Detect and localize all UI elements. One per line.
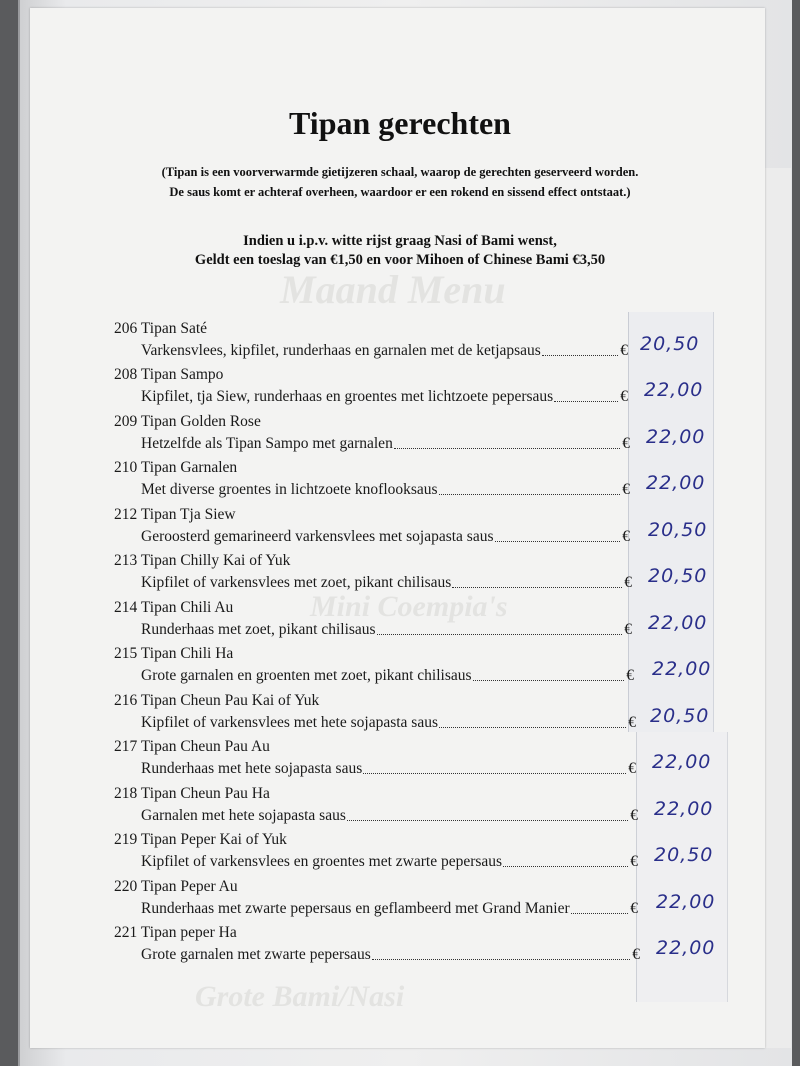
euro-sign: € <box>620 388 628 405</box>
dot-leader <box>495 540 621 542</box>
euro-sign: € <box>630 853 638 870</box>
menu-item-name: 217 Tipan Cheun Pau Au <box>114 738 270 755</box>
menu-item <box>0 831 800 877</box>
menu-item-description: Grote garnalen met zwarte pepersaus <box>141 946 371 963</box>
handwritten-price: 20,50 <box>648 565 708 587</box>
menu-item-description-line <box>141 479 630 499</box>
handwritten-price: 22,00 <box>656 891 716 913</box>
dot-leader <box>394 447 620 449</box>
menu-item-description: Varkensvlees, kipfilet, runderhaas en garnalen met de ketjapsaus <box>141 342 541 359</box>
menu-item-description: Grote garnalen en groenten met zoet, pikant chilisaus <box>141 667 472 684</box>
handwritten-price: 22,00 <box>646 426 706 448</box>
intro-text <box>0 162 800 202</box>
handwritten-price: 22,00 <box>656 937 716 959</box>
handwritten-price: 22,00 <box>644 379 704 401</box>
dot-leader <box>439 726 626 728</box>
menu-item-description: Runderhaas met zoet, pikant chilisaus <box>141 621 376 638</box>
euro-sign: € <box>630 807 638 824</box>
menu-item-description: Geroosterd gemarineerd varkensvlees met sojapasta saus <box>141 528 494 545</box>
menu-item-description-line <box>141 805 638 825</box>
show-through-text-1: Maand Menu <box>280 267 506 312</box>
menu-item-description-line <box>141 898 638 918</box>
menu-item-description-line <box>141 712 636 732</box>
supplement-line-1: Indien u i.p.v. witte rijst graag Nasi of Bami wenst, <box>243 233 557 249</box>
menu-item-description-line <box>141 386 628 406</box>
menu-item-description-line <box>141 572 632 592</box>
menu-item-description: Kipfilet of varkensvlees met hete sojapasta saus <box>141 714 438 731</box>
euro-sign: € <box>628 760 636 777</box>
euro-sign: € <box>620 342 628 359</box>
dot-leader <box>503 865 628 867</box>
handwritten-price: 20,50 <box>648 519 708 541</box>
menu-item-description: Runderhaas met zwarte pepersaus en geflambeerd met Grand Manier <box>141 900 570 917</box>
euro-sign: € <box>622 481 630 498</box>
menu-item <box>0 599 800 645</box>
menu-item-name: 221 Tipan peper Ha <box>114 924 237 941</box>
dot-leader <box>363 772 626 774</box>
menu-item <box>0 878 800 924</box>
dot-leader <box>571 912 629 914</box>
page-title: Tipan gerechten <box>289 105 511 141</box>
show-through-text-3: Grote Bami/Nasi <box>195 980 405 1013</box>
intro-line-2: De saus komt er achteraf overheen, waardoor er een rokend en sissend effect ontstaat.) <box>169 185 631 199</box>
menu-item-description-line <box>141 526 630 546</box>
euro-sign: € <box>622 435 630 452</box>
menu-item <box>0 552 800 598</box>
menu-item-description-line <box>141 665 634 685</box>
euro-sign: € <box>626 667 634 684</box>
menu-item-name: 206 Tipan Saté <box>114 320 208 337</box>
menu-item-name: 213 Tipan Chilly Kai of Yuk <box>114 552 291 569</box>
menu-item-description: Kipfilet of varkensvlees en groentes met zwarte pepersaus <box>141 853 503 870</box>
menu-item-description: Runderhaas met hete sojapasta saus <box>141 760 363 777</box>
menu-item <box>0 320 800 366</box>
dot-leader <box>542 354 618 356</box>
menu-item <box>0 785 800 831</box>
menu-item <box>0 692 800 738</box>
handwritten-price: 22,00 <box>652 751 712 773</box>
dot-leader <box>452 586 622 588</box>
menu-item <box>0 506 800 552</box>
menu-item <box>0 645 800 691</box>
menu-item <box>0 459 800 505</box>
menu-item-name: 212 Tipan Tja Siew <box>114 506 236 523</box>
dot-leader <box>439 493 621 495</box>
supplement-line-2: Geldt een toeslag van €1,50 en voor Mihoen of Chinese Bami €3,50 <box>194 252 606 268</box>
menu-item-name: 220 Tipan Peper Au <box>114 878 238 895</box>
show-through-text-2: Mini Coempia's <box>310 590 508 623</box>
menu-item-description: Hetzelfde als Tipan Sampo met garnalen <box>141 435 393 452</box>
menu-item <box>0 924 800 970</box>
menu-item-description-line <box>141 619 632 639</box>
euro-sign: € <box>622 528 630 545</box>
handwritten-price: 22,00 <box>652 658 712 680</box>
menu-item-name: 208 Tipan Sampo <box>114 366 224 383</box>
dot-leader <box>347 819 628 821</box>
menu-item <box>0 413 800 459</box>
menu-item-description-line <box>141 944 640 964</box>
handwritten-price: 22,00 <box>646 472 706 494</box>
menu-item-description-line <box>141 340 628 360</box>
menu-item-name: 209 Tipan Golden Rose <box>114 413 261 430</box>
handwritten-price: 20,50 <box>640 333 700 355</box>
handwritten-price: 20,50 <box>654 844 714 866</box>
euro-sign: € <box>624 574 632 591</box>
menu-item-description-line <box>141 851 638 871</box>
handwritten-price: 22,00 <box>648 612 708 634</box>
dot-leader <box>377 633 623 635</box>
intro-line-1: (Tipan is een voorverwarmde gietijzeren schaal, waarop de gerechten geserveerd worden. <box>161 165 639 179</box>
menu-item-description: Kipfilet, tja Siew, runderhaas en groentes met lichtzoete pepersaus <box>141 388 554 405</box>
dot-leader <box>473 679 625 681</box>
menu-item-name: 210 Tipan Garnalen <box>114 459 238 476</box>
euro-sign: € <box>628 714 636 731</box>
menu-item-name: 215 Tipan Chili Ha <box>114 645 234 662</box>
menu-item <box>0 738 800 784</box>
menu-item-name: 218 Tipan Cheun Pau Ha <box>114 785 270 802</box>
menu-item-name: 216 Tipan Cheun Pau Kai of Yuk <box>114 692 320 709</box>
euro-sign: € <box>630 900 638 917</box>
euro-sign: € <box>632 946 640 963</box>
euro-sign: € <box>624 621 632 638</box>
dot-leader <box>372 958 630 960</box>
handwritten-price: 20,50 <box>650 705 710 727</box>
dot-leader <box>554 400 618 402</box>
menu-item-name: 219 Tipan Peper Kai of Yuk <box>114 831 287 848</box>
supplement-note <box>0 232 800 270</box>
handwritten-price: 22,00 <box>654 798 714 820</box>
menu-item-description: Met diverse groentes in lichtzoete knoflooksaus <box>141 481 438 498</box>
menu-item-description-line <box>141 758 636 778</box>
menu-item-description: Garnalen met hete sojapasta saus <box>141 807 346 824</box>
menu-item-name: 214 Tipan Chili Au <box>114 599 234 616</box>
menu-item <box>0 366 800 412</box>
menu-item-description: Kipfilet of varkensvlees met zoet, pikant chilisaus <box>141 574 452 591</box>
menu-item-description-line <box>141 433 630 453</box>
